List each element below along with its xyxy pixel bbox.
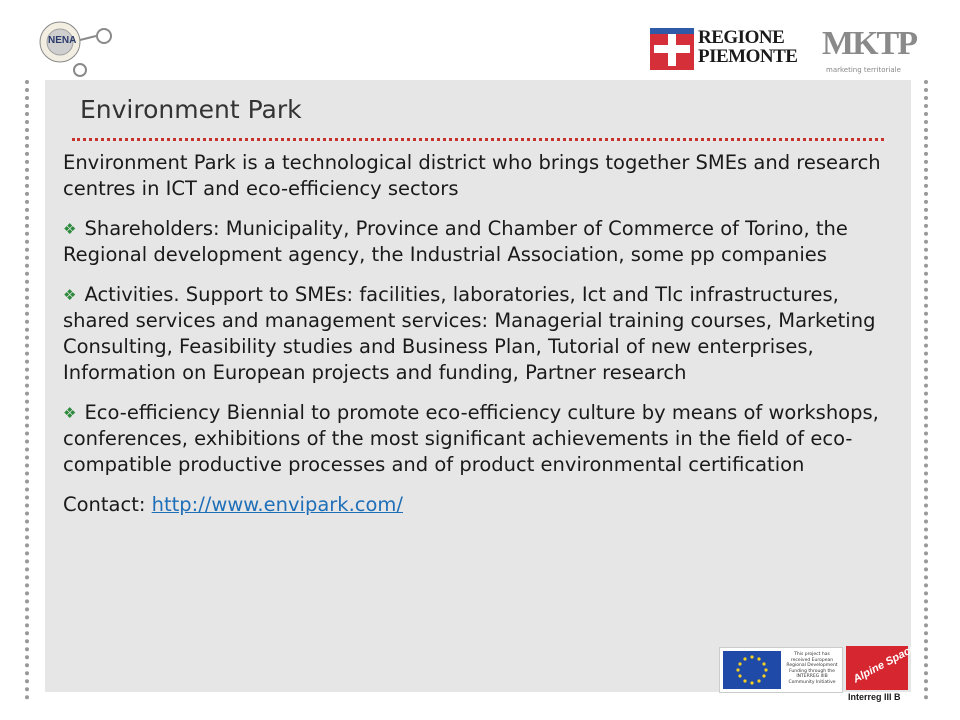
alpine-space-badge	[846, 642, 918, 690]
mktp-tagline: marketing territoriale	[826, 66, 901, 74]
piemonte-line-1: REGIONE	[698, 27, 785, 48]
slide-body	[63, 150, 898, 532]
alpine-space-logo	[846, 642, 926, 704]
mktp-logo	[822, 26, 922, 76]
contact-line	[63, 492, 898, 518]
nena-network-logo	[38, 14, 128, 84]
nena-logo-text: NENA	[48, 35, 77, 46]
alpine-space-text: Alpine Space	[851, 642, 918, 686]
title-underline-rule	[72, 138, 884, 141]
right-dotted-rule	[924, 80, 928, 700]
mktp-wordmark: MKTP	[822, 25, 916, 62]
bullet-item	[63, 282, 898, 386]
bullet-item	[63, 216, 898, 268]
piemonte-crest-icon	[650, 28, 694, 70]
bullet-text: Eco-efficiency Biennial to promote eco-efficiency culture by means of workshops, conferences, exhibitions of the most significant achievements in the field of eco-compatible productive processes and of product environmental certification	[63, 401, 879, 476]
intro-paragraph: Environment Park is a technological district who brings together SMEs and research centres in ICT and eco-efficiency sectors	[63, 151, 881, 200]
bullet-item	[63, 400, 898, 478]
diamond-bullet-icon: ❖	[63, 220, 77, 238]
diamond-bullet-icon: ❖	[63, 286, 77, 304]
contact-label: Contact:	[63, 493, 146, 516]
contact-link[interactable]: http://www.envipark.com/	[151, 493, 403, 516]
bullet-text: Activities. Support to SMEs: facilities, laboratories, Ict and Tlc infrastructures, shared services and management services: Managerial training courses, Marketing Consulting, Feasibility studies and Business Plan, Tutorial of new enterprises, Information on European projects and funding, Partner research	[63, 283, 876, 384]
piemonte-line-2: PIEMONTE	[698, 46, 798, 67]
regione-piemonte-logo	[650, 26, 800, 72]
piemonte-wordmark	[698, 28, 797, 66]
left-dotted-rule	[25, 80, 29, 700]
eu-flag-icon	[723, 651, 781, 689]
nena-logo-graphic	[38, 14, 128, 84]
bullet-text: Shareholders: Municipality, Province and Chamber of Commerce of Torino, the Regional development agency, the Industrial Association, some pp companies	[63, 217, 848, 266]
interreg-text: Interreg III B	[848, 692, 901, 702]
diamond-bullet-icon: ❖	[63, 404, 77, 422]
eu-funding-note: This project has received European Regional Development Funding through the INTERREG IIIB Community Initiative	[786, 652, 838, 685]
slide-title: Environment Park	[80, 95, 302, 124]
eu-funding-logo	[719, 647, 843, 693]
